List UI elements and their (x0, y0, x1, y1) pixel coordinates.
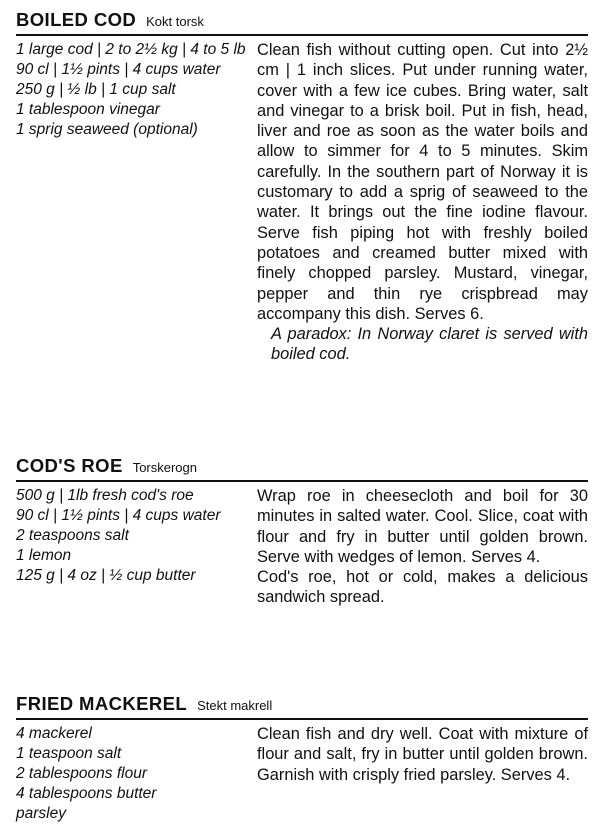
ingredient: 90 cl | 1½ pints | 4 cups water (16, 507, 221, 524)
method-paragraph: Clean fish and dry well. Coat with mixture of flour and salt, fry in butter until golden brown. Garnish with crisply fried parsley. Serves 4. (257, 725, 588, 784)
ingredient: 1 sprig seaweed (optional) (16, 121, 198, 138)
method-paragraph: Wrap roe in cheesecloth and boil for 30 minutes in salted water. Cool. Slice, coat with flour and fry in butter until golden brown. Serve with wedges of lemon. Serves 4. (257, 487, 588, 566)
ingredient: parsley (16, 805, 66, 822)
recipe-subtitle: Stekt makrell (197, 698, 273, 713)
ingredient: 90 cl | 1½ pints | 4 cups water (16, 61, 221, 78)
ingredient: 2 teaspoons salt (16, 527, 129, 544)
ingredient: 1 tablespoon vinegar (16, 101, 160, 118)
ingredient: 4 tablespoons butter (16, 785, 157, 802)
recipe-title: COD'S ROE (16, 455, 123, 476)
recipe-title: FRIED MACKEREL (16, 693, 188, 714)
recipe-boiled-cod (16, 9, 588, 365)
recipe-note: A paradox: In Norway claret is served with boiled cod. (271, 325, 588, 364)
recipe-title: BOILED COD (16, 9, 137, 30)
method-text (255, 40, 588, 365)
method-text (255, 486, 588, 608)
ingredient: 4 mackerel (16, 725, 92, 742)
method-text (255, 724, 588, 824)
ingredient: 500 g | 1lb fresh cod's roe (16, 487, 194, 504)
recipe-cods-roe (16, 455, 588, 608)
ingredient-list (16, 40, 255, 365)
recipe-header (16, 455, 588, 477)
ingredient: 125 g | 4 oz | ½ cup butter (16, 567, 196, 584)
ingredient: 250 g | ½ lb | 1 cup salt (16, 81, 176, 98)
header-rule (16, 34, 588, 36)
recipe-header (16, 693, 588, 715)
header-rule (16, 480, 588, 482)
recipe-fried-mackerel (16, 693, 588, 824)
recipe-subtitle: Torskerogn (132, 460, 197, 475)
ingredient: 2 tablespoons flour (16, 765, 147, 782)
ingredient: 1 large cod | 2 to 2½ kg | 4 to 5 lb (16, 41, 246, 58)
recipe-subtitle: Kokt torsk (146, 14, 204, 29)
ingredient-list (16, 724, 255, 824)
method-paragraph: Cod's roe, hot or cold, makes a delicious sandwich spread. (257, 568, 588, 607)
method-paragraph: Clean fish without cutting open. Cut into 2½ cm | 1 inch slices. Put under running water, cover with a few ice cubes. Bring water, salt and vinegar to a brisk boil. Put in fish, head, liver and roe as soon as the water boils and allow to simmer for 4 to 5 minutes. Skim carefully. In the southern part of Norway it is customary to add a sprig of seaweed to the water. It brings out the fine iodine flavour. Serve fish piping hot with freshly boiled potatoes and creamed butter mixed with finely chopped parsley. Mustard, vinegar, pepper and thin rye crispbread may accompany this dish. Serves 6. (257, 41, 588, 323)
header-rule (16, 718, 588, 720)
recipe-header (16, 9, 588, 31)
ingredient: 1 teaspoon salt (16, 745, 122, 762)
ingredient-list (16, 486, 255, 608)
ingredient: 1 lemon (16, 547, 72, 564)
